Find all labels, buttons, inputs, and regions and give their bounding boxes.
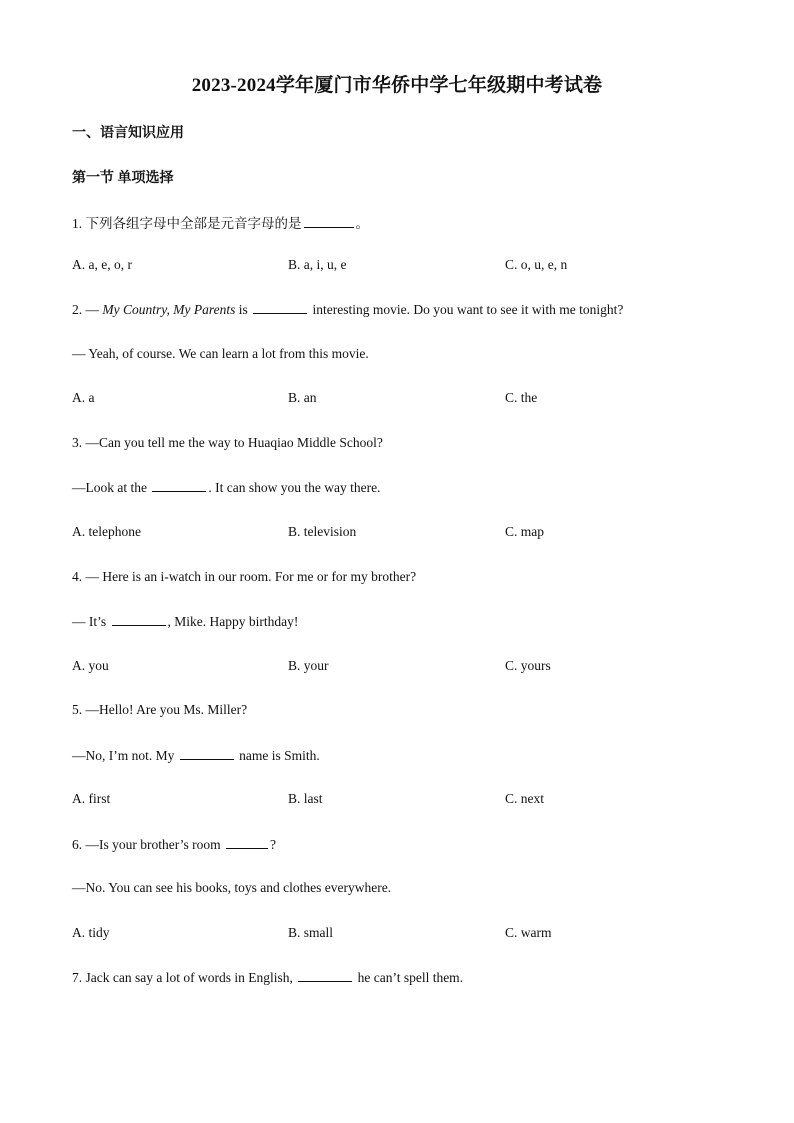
option-c[interactable]: C. warm	[505, 925, 552, 940]
question-2-text-end: interesting movie. Do you want to see it with me tonight?	[309, 302, 624, 317]
option-c[interactable]: C. o, u, e, n	[505, 257, 568, 272]
question-3-options	[72, 524, 722, 542]
question-1-stem	[72, 212, 369, 232]
question-7-stem	[72, 969, 463, 986]
question-6-stem	[72, 836, 276, 853]
option-b[interactable]: B. small	[288, 925, 334, 940]
question-2-reply: — Yeah, of course. We can learn a lot from this movie.	[72, 346, 369, 361]
answer-blank	[152, 479, 206, 492]
option-b[interactable]: B. a, i, u, e	[288, 257, 347, 272]
question-2-stem	[72, 301, 623, 318]
option-b[interactable]: B. television	[288, 524, 357, 539]
option-b[interactable]: B. your	[288, 658, 329, 673]
option-a[interactable]: A. telephone	[72, 524, 141, 539]
question-6-options	[72, 925, 722, 943]
option-c[interactable]: C. yours	[505, 658, 551, 673]
option-c[interactable]: C. next	[505, 791, 544, 806]
question-5-options	[72, 791, 722, 809]
option-a[interactable]: A. tidy	[72, 925, 110, 940]
question-4-reply	[72, 613, 298, 630]
question-6-text-end: ?	[269, 837, 276, 852]
option-b[interactable]: B. last	[288, 791, 323, 806]
movie-title: My Country, My Parents	[102, 302, 236, 317]
question-6-text: 6. —Is your brother’s room	[72, 837, 224, 852]
answer-blank	[304, 215, 354, 228]
question-1-text: 1. 下列各组字母中全部是元音字母的是	[72, 216, 302, 231]
option-a[interactable]: A. a	[72, 390, 95, 405]
question-7-text-end: he can’t spell them.	[354, 970, 464, 985]
option-a[interactable]: A. you	[72, 658, 109, 673]
answer-blank	[180, 747, 234, 760]
part-heading: 一、语言知识应用	[72, 126, 184, 141]
option-a[interactable]: A. first	[72, 791, 111, 806]
page-title: 2023-2024学年厦门市华侨中学七年级期中考试卷	[191, 75, 603, 96]
answer-blank	[226, 836, 268, 849]
question-4-stem: 4. — Here is an i-watch in our room. For me or for my brother?	[72, 569, 417, 584]
option-a[interactable]: A. a, e, o, r	[72, 257, 132, 272]
answer-blank	[298, 969, 352, 982]
option-c[interactable]: C. the	[505, 390, 538, 405]
option-c[interactable]: C. map	[505, 524, 544, 539]
question-4-reply-end: , Mike. Happy birthday!	[167, 614, 299, 629]
question-3-stem: 3. —Can you tell me the way to Huaqiao Middle School?	[72, 435, 383, 450]
question-1-options	[72, 257, 722, 275]
question-5-reply-end: name is Smith.	[235, 748, 320, 763]
question-3-reply	[72, 479, 380, 496]
question-4-reply-text: — It’s	[72, 614, 110, 629]
question-2-options	[72, 390, 722, 408]
answer-blank	[253, 301, 307, 314]
question-4-options	[72, 658, 722, 676]
question-7-text: 7. Jack can say a lot of words in English,	[72, 970, 297, 985]
question-6-reply: —No. You can see his books, toys and clothes everywhere.	[72, 880, 392, 895]
question-1-text-end: 。	[355, 216, 369, 231]
question-2-text: 2. —	[72, 302, 103, 317]
question-2-text-mid: is	[235, 302, 252, 317]
option-b[interactable]: B. an	[288, 390, 317, 405]
answer-blank	[112, 613, 166, 626]
section-heading: 第一节 单项选择	[72, 171, 174, 186]
question-5-stem: 5. —Hello! Are you Ms. Miller?	[72, 702, 248, 717]
question-3-reply-text: —Look at the	[72, 480, 151, 495]
question-5-reply	[72, 747, 320, 764]
question-5-reply-text: —No, I’m not. My	[72, 748, 178, 763]
question-3-reply-end: . It can show you the way there.	[208, 480, 381, 495]
